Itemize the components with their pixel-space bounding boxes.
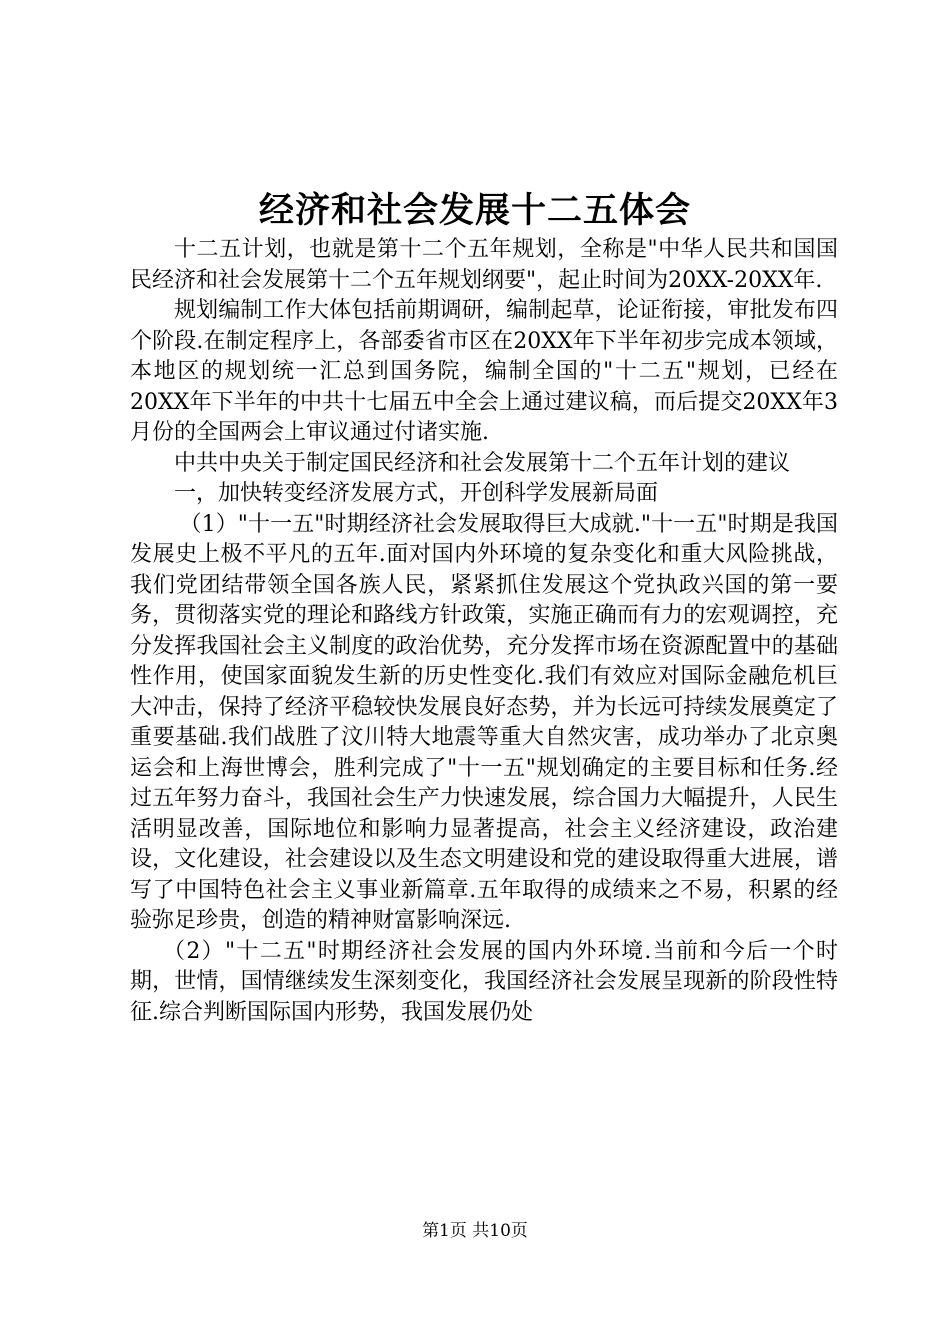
paragraph-planning: 规划编制工作大体包括前期调研，编制起草，论证衔接，审批发布四个阶段.在制定程序上，各部委省市区在20XX年下半年初步完成本领域，本地区的规划统一汇总到国务院，编制全国的"十二五"规划，已经在20XX年下半年的中共十七届五中全会上通过建议稿，而后提交20XX年3月份的全国两会上审议通过付诸实施. [130,298,838,445]
paragraph-proposal-title: 中共中央关于制定国民经济和社会发展第十二个五年计划的建议 [174,450,791,476]
paragraph-intro: 十二五计划，也就是第十二个五年规划，全称是"中华人民共和国国民经济和社会发展第十二个五年规划纲要"，起止时间为20XX-20XX年. [130,237,838,293]
section-heading-one: 一，加快转变经济发展方式，开创科学发展新局面 [174,481,659,506]
paragraph-item-1: （1）"十一五"时期经济社会发展取得巨大成就."十一五"时期是我国发展史上极不平凡的五年.面对国内外环境的复杂变化和重大风险挑战，我们党团结带领全国各族人民，紧紧抓住发展这个党执政兴国的第一要务，贯彻落实党的理论和路线方针政策，实施正确而有力的宏观调控，充分发挥我国社会主义制度的政治优势，充分发挥市场在资源配置中的基础性作用，使国家面貌发生新的历史性变化.我们有效应对国际金融危机巨大冲击，保持了经济平稳较快发展良好态势，并为长远可持续发展奠定了重要基础.我们战胜了汶川特大地震等重大自然灾害，成功举办了北京奥运会和上海世博会，胜利完成了"十一五"规划确定的主要目标和任务.经过五年努力奋斗，我国社会生产力快速发展，综合国力大幅提升，人民生活明显改善，国际地位和影响力显著提高，社会主义经济建设，政治建设，文化建设，社会建设以及生态文明建设和党的建设取得重大进展，谱写了中国特色社会主义事业新篇章.五年取得的成绩来之不易，积累的经验弥足珍贵，创造的精神财富影响深远. [130,511,838,933]
paragraph-item-2: （2）"十二五"时期经济社会发展的国内外环境.当前和今后一个时期，世情，国情继续发生深刻变化，我国经济社会发展呈现新的阶段性特征.综合判断国际国内形势，我国发展仍处 [130,938,838,1025]
page-number: 第1页 共10页 [422,1221,528,1241]
document-title: 经济和社会发展十二五体会 [258,190,691,231]
document-body [130,235,838,1028]
